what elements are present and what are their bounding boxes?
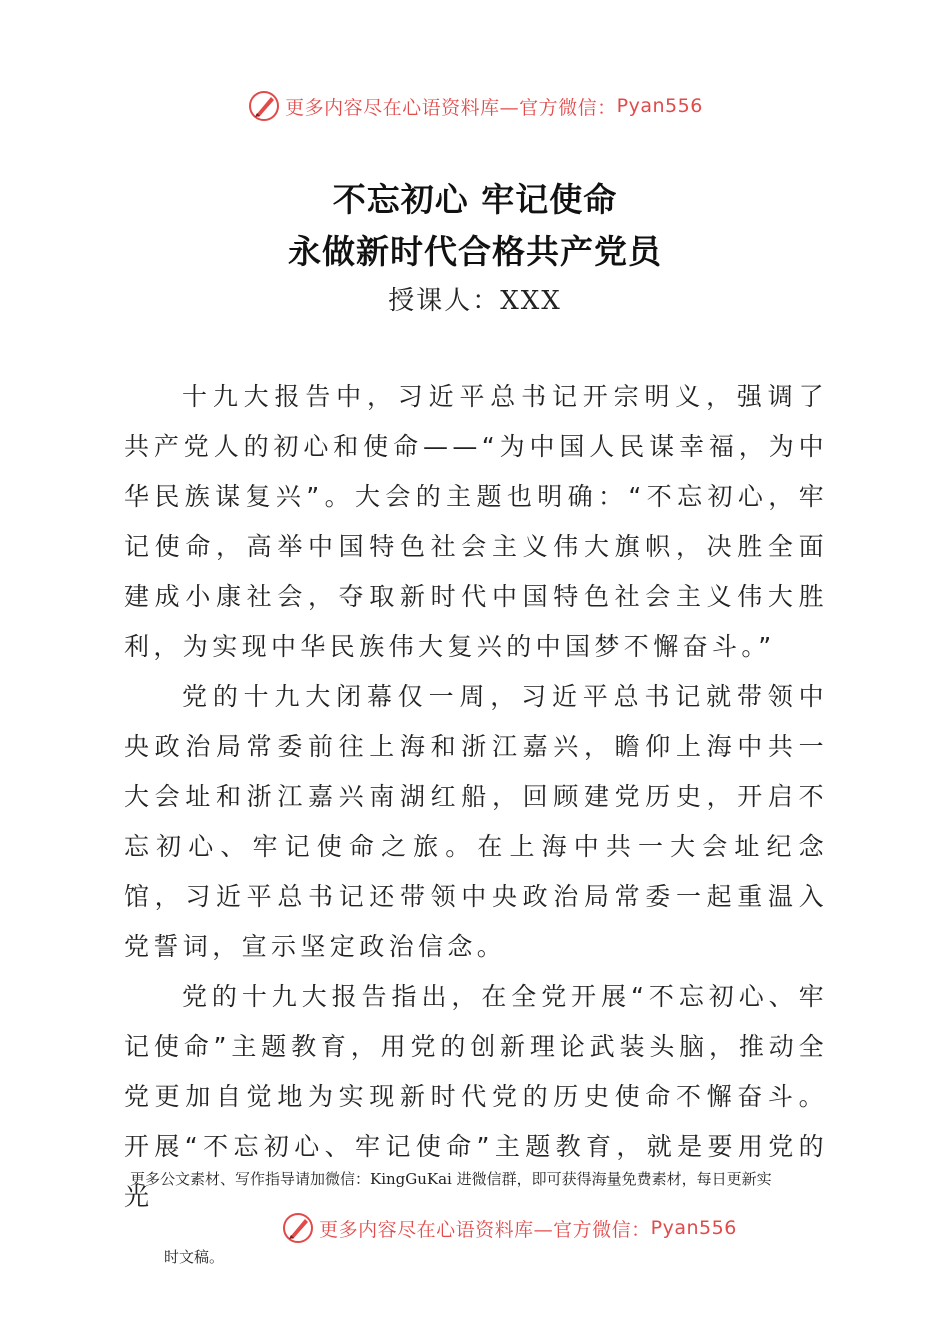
footer-note-end: 时文稿。 — [164, 1248, 225, 1266]
paragraph: 十九大报告中，习近平总书记开宗明义，强调了共产党人的初心和使命——“为中国人民谋幸福，为中华民族谋复兴”。大会的主题也明确：“不忘初心，牢记使命，高举中国特色社会主义伟大旗帜，决胜全面建成小康社会，夺取新时代中国特色社会主义伟大胜利，为实现中华民族伟大复兴的中国梦不懈奋斗。” — [124, 382, 828, 661]
watermark-text: 更多内容尽在心语资料库—官方微信： — [285, 96, 617, 119]
watermark-footer — [34, 1206, 950, 1250]
document-title-line-1: 不忘初心 牢记使命 — [332, 180, 618, 219]
lecturer-line: 授课人：XXX — [388, 286, 562, 316]
document-title-line-2: 永做新时代合格共产党员 — [288, 232, 662, 271]
watermark-wechat-id: Pyan556 — [616, 95, 703, 117]
body-text — [124, 372, 828, 1222]
footer-note: 更多公文素材、写作指导请加微信：KingGuKai 进微信群，即可获得海量免费素材，每日更新实 — [130, 1170, 772, 1188]
paragraph: 党的十九大闭幕仅一周，习近平总书记就带领中央政治局常委前往上海和浙江嘉兴，瞻仰上海中共一大会址和浙江嘉兴南湖红船，回顾建党历史，开启不忘初心、牢记使命之旅。在上海中共一大会址纪念馆，习近平总书记还带领中央政治局常委一起重温入党誓词，宣示坚定政治信念。 — [124, 682, 828, 961]
pen-logo-icon — [281, 1211, 315, 1245]
watermark-wechat-id: Pyan556 — [650, 1217, 737, 1239]
watermark-text: 更多内容尽在心语资料库—官方微信： — [319, 1218, 651, 1241]
pen-logo-icon — [247, 89, 281, 123]
paragraph: 党的十九大报告指出，在全党开展“不忘初心、牢记使命”主题教育，用党的创新理论武装头脑，推动全党更加自觉地为实现新时代党的历史使命不懈奋斗。开展“不忘初心、牢记使命”主题教育，就是要用党的光 — [124, 982, 828, 1211]
watermark-header — [0, 84, 950, 128]
